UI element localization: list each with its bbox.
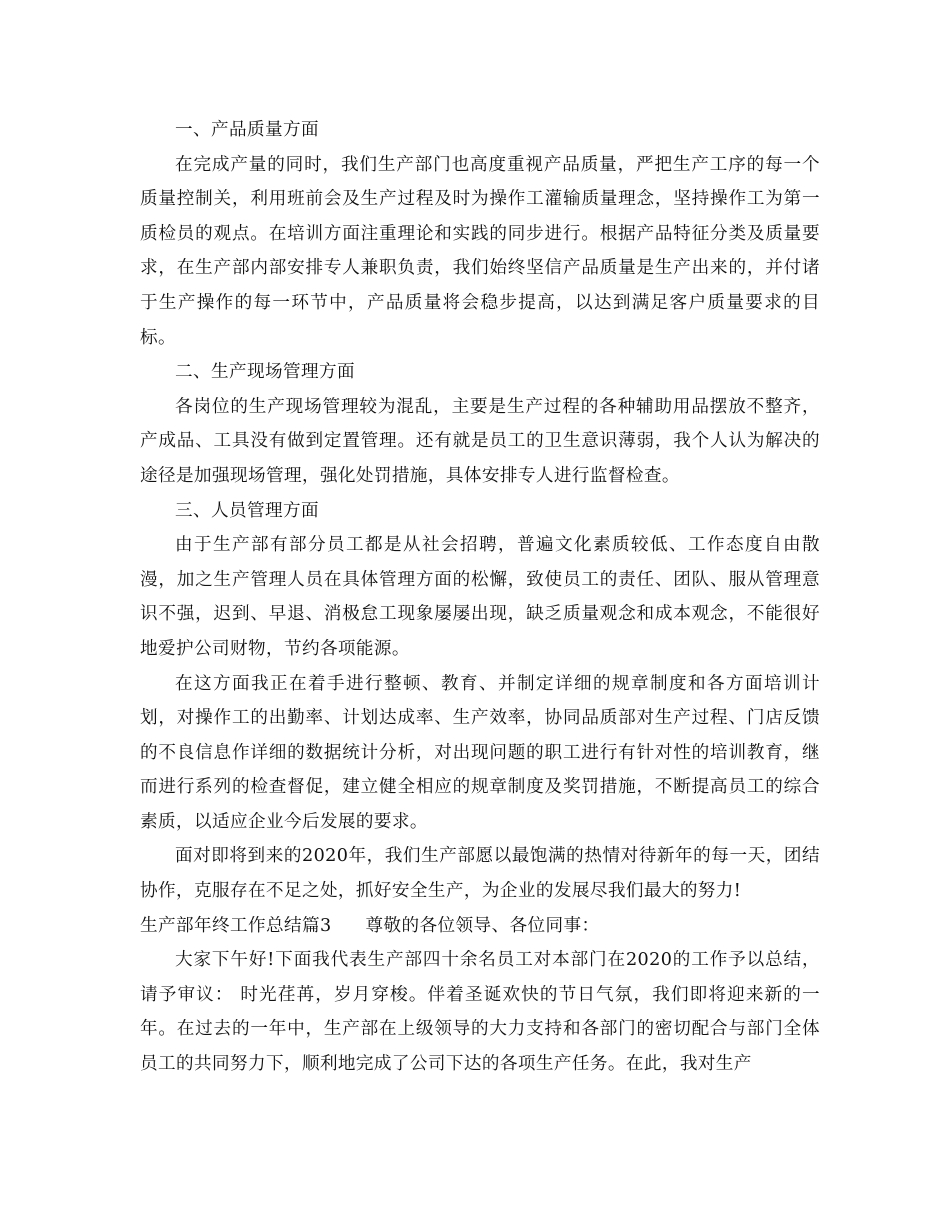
section-heading-product-quality: 一、产品质量方面 xyxy=(175,120,319,140)
salutation: 尊敬的各位领导、各位同事： xyxy=(365,915,600,936)
paragraph-personnel-actions: 在这方面我正在着手进行整顿、教育、并制定详细的规章制度和各方面培训计划，对操作工的出勤率、计划达成率、生产效率，协同品质部对生产过程、门店反馈的不良信息作详细的数据统计分析，对出现问题的职工进行有针对性的培训教育，继而进行系列的检查督促，建立健全相应的规章制度及奖罚措施，不断提高员工的综合素质，以适应企业今后发展的要求。 xyxy=(140,673,820,832)
next-article-title: 生产部年终工作总结篇3 xyxy=(140,915,332,936)
section-heading-personnel-management: 三、人员管理方面 xyxy=(175,500,319,521)
paragraph-product-quality: 在完成产量的同时，我们生产部门也高度重视产品质量，严把生产工序的每一个质量控制关，利用班前会及生产过程及时为操作工灌输质量理念，坚持操作工为第一质检员的观点。在培训方面注重理论和实践的同步进行。根据产品特征分类及质量要求，在生产部内部安排专人兼职负责，我们始终坚信产品质量是生产出来的，并付诸于生产操作的每一环节中，产品质量将会稳步提高，以达到满足客户质量要求的目标。 xyxy=(140,154,820,348)
paragraph-personnel-issues: 由于生产部有部分员工都是从社会招聘，普遍文化素质较低、工作态度自由散漫，加之生产管理人员在具体管理方面的松懈，致使员工的责任、团队、服从管理意识不强，迟到、早退、消极怠工现象屡屡出现，缺乏质量观念和成本观念，不能很好地爱护公司财物，节约各项能源。 xyxy=(140,535,820,659)
section-heading-site-management: 二、生产现场管理方面 xyxy=(175,362,355,383)
paragraph-opening-remarks: 大家下午好!下面我代表生产部四十余名员工对本部门在2020的工作予以总结，请予审议： 时光荏苒，岁月穿梭。伴着圣诞欢快的节日气氛，我们即将迎来新的一年。在过去的一年中，生产部在上级领导的大力支持和各部门的密切配合与部门全体员工的共同努力下，顺利地完成了公司下达的各项生产任务。在此，我对生产 xyxy=(140,950,820,1075)
next-article-line xyxy=(140,909,820,944)
document-body xyxy=(140,113,820,1082)
paragraph-site-management: 各岗位的生产现场管理较为混乱，主要是生产过程的各种辅助用品摆放不整齐，产成品、工具没有做到定置管理。还有就是员工的卫生意识薄弱，我个人认为解决的途径是加强现场管理，强化处罚措施，具体安排专人进行监督检查。 xyxy=(140,396,820,486)
paragraph-new-year-outlook: 面对即将到来的2020年，我们生产部愿以最饱满的热情对待新年的每一天，团结协作，克服存在不足之处，抓好安全生产，为企业的发展尽我们最大的努力! xyxy=(140,846,820,902)
